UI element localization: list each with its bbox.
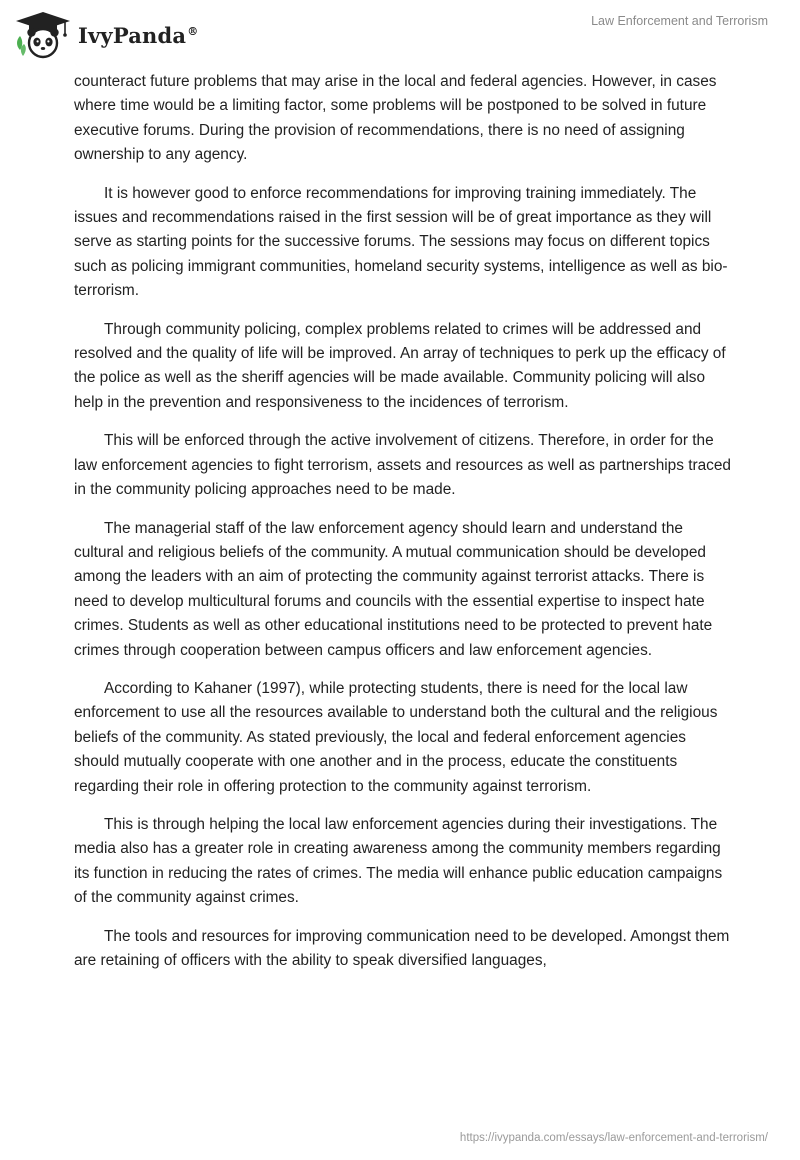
registered-mark: ® [187, 24, 199, 38]
page-header [0, 0, 800, 70]
paragraph: According to Kahaner (1997), while protecting students, there is need for the local law enforcement to use all the resources available to understand both the cultural and the religious beliefs of the community. As stated previously, the local and federal enforcement agencies should mutually cooperate with one another and in the process, educate the constituents regarding their role in offering protection to the community against terrorism. [74, 679, 718, 795]
paragraph: This is through helping the local law enforcement agencies during their investigations. The media also has a greater role in creating awareness among the community members regarding its function in reducing the rates of crimes. The media will enhance public education campaigns of the community against crimes. [74, 815, 723, 907]
logo-text [78, 23, 198, 48]
paragraph: This will be enforced through the active involvement of citizens. Therefore, in order for the law enforcement agencies to fight terrorism, assets and resources as well as partnerships traced in the community policing approaches need to be made. [74, 432, 731, 499]
paragraph: Through community policing, complex problems related to crimes will be addressed and resolved and the quality of life will be improved. An array of techniques to perk up the efficacy of the police as well as the sheriff agencies will be made available. Community policing will also help in the prevention and responsiveness to the incidences of terrorism. [74, 320, 726, 411]
document-title: Law Enforcement and Terrorism [591, 14, 768, 28]
ivypanda-logo[interactable] [14, 10, 198, 60]
essay-body [74, 70, 734, 987]
panda-graduation-cap-icon [14, 10, 72, 60]
paragraph: The managerial staff of the law enforcement agency should learn and understand the cultural and religious beliefs of the community. A mutual communication should be developed among the leaders with an aim of protecting the community against terrorist attacks. There is need to develop multicultural forums and councils with the essential expertise to inspect hate crimes. Students as well as other educational institutions need to be protected to prevent hate crimes through cooperation between campus officers and law enforcement agencies. [74, 519, 713, 659]
paragraph: counteract future problems that may arise in the local and federal agencies. However, in cases where time would be a limiting factor, some problems will be postponed to be solved in future executive forums. During the provision of recommendations, there is no need of assigning ownership to any agency. [74, 73, 717, 164]
paragraph: It is however good to enforce recommendations for improving training immediately. The issues and recommendations raised in the first session will be of great importance as they will serve as starting points for the successive forums. The sessions may focus on different topics such as policing immigrant communities, homeland security systems, intelligence as well as bio-terrorism. [74, 184, 728, 300]
source-url[interactable]: https://ivypanda.com/essays/law-enforcement-and-terrorism/ [459, 1132, 768, 1144]
logo-name: IvyPanda [78, 22, 187, 48]
paragraph: The tools and resources for improving communication need to be developed. Amongst them are retaining of officers with the ability to speak diversified languages, [74, 927, 730, 969]
